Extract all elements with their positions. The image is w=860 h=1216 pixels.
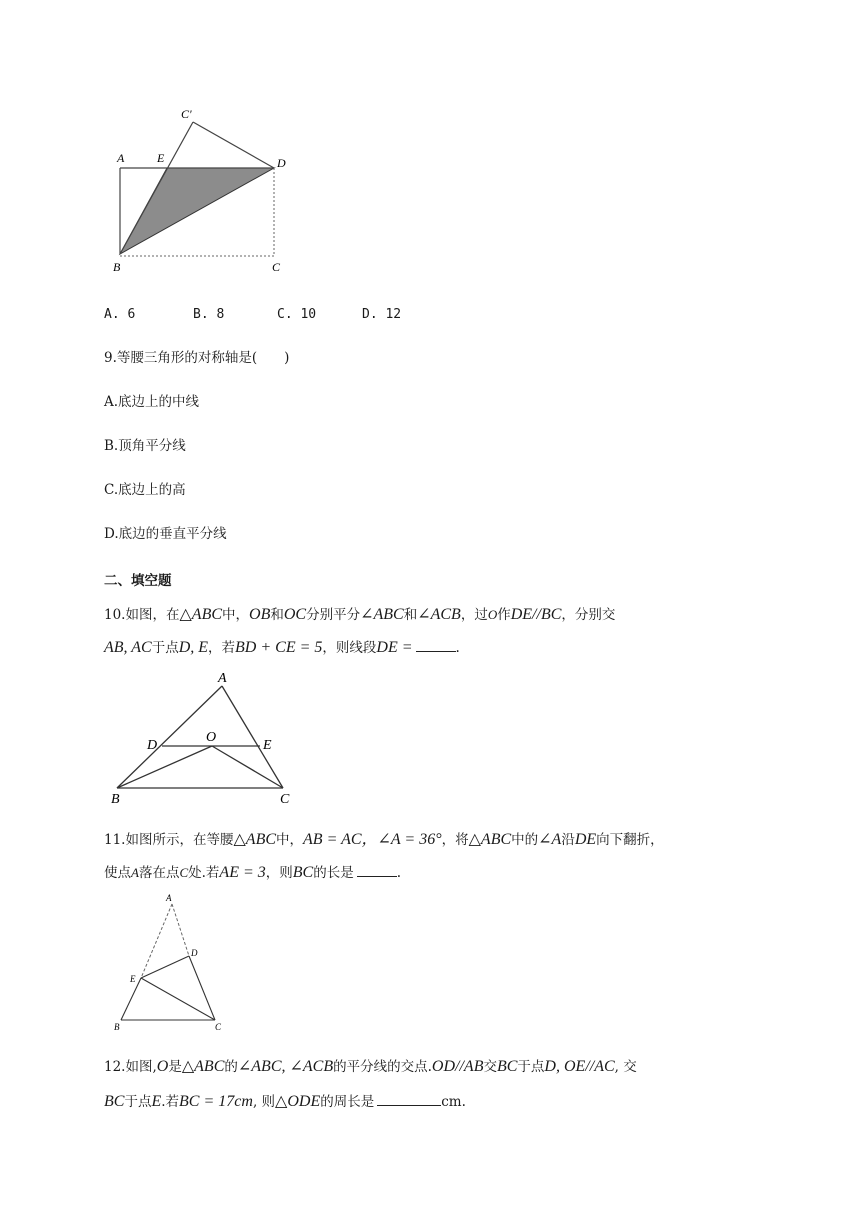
q10-t4: 分别平分: [306, 607, 361, 623]
q10-t9: 于点: [151, 640, 179, 656]
q12-t6: 于点: [517, 1059, 545, 1075]
q10-ob: OB: [249, 606, 271, 623]
fold-rectangle-figure: [100, 100, 310, 280]
q12-d-oe-parallel-ac: D, OE//AC: [544, 1058, 615, 1075]
q12-l2a: 于点: [124, 1094, 152, 1110]
option-c[interactable]: C. 10: [277, 307, 317, 322]
q12-o: O: [156, 1058, 169, 1075]
q10-de-parallel-bc: DE//BC: [510, 606, 562, 623]
label-e: E: [157, 151, 165, 165]
q9-option-a[interactable]: A.底边上的中线: [104, 394, 200, 410]
label-a: A: [117, 151, 125, 165]
label-o: O: [206, 730, 217, 745]
q10-end: .: [455, 640, 460, 656]
q11-l2d: ，则: [265, 865, 293, 881]
q12-t4: 的平分线的交点.: [333, 1059, 432, 1075]
q11-t3: ，将: [441, 832, 469, 848]
q11-abc: △ABC: [233, 831, 277, 848]
q12-l2b: .若: [161, 1094, 180, 1110]
q10-oc: OC: [283, 606, 307, 623]
label-c: C: [215, 1022, 222, 1032]
dashed-ae: [141, 904, 172, 978]
q11-l2a: 使点: [104, 865, 131, 881]
q12-unit: cm.: [441, 1094, 466, 1110]
q10-line1: [104, 605, 615, 625]
q11-de: DE: [574, 831, 597, 848]
q10-t7: 作: [497, 607, 511, 623]
q9-option-d[interactable]: D.底边的垂直平分线: [104, 526, 227, 542]
q9-option-b[interactable]: B.顶角平分线: [104, 438, 186, 454]
q10-num: 10.: [104, 607, 126, 623]
label-e: E: [263, 738, 272, 753]
q10-t5: 和: [403, 607, 418, 623]
folded-triangle-figure: [105, 890, 235, 1035]
label-e: E: [130, 974, 136, 984]
segment-c1d: [193, 122, 274, 168]
label-b: B: [111, 792, 120, 807]
q10-answer-blank[interactable]: [416, 637, 456, 652]
q12-bc-17: BC = 17cm: [179, 1093, 253, 1110]
q11-c: C: [179, 865, 189, 880]
label-a: A: [166, 893, 172, 903]
q12-l2-bc: BC: [104, 1093, 125, 1110]
q12-t2: 是: [168, 1059, 182, 1075]
q11-bc: BC: [292, 864, 314, 881]
segment-oc: [212, 746, 283, 788]
q12-t1: 如图,: [125, 1059, 157, 1075]
label-b: B: [114, 1022, 120, 1032]
q10-d-e: D, E: [178, 639, 209, 656]
section-title: 二、填空题: [104, 573, 172, 589]
q11-line1: [104, 830, 664, 850]
segment-ed: [141, 956, 189, 978]
option-b[interactable]: B. 8: [193, 307, 225, 322]
segment-ec: [141, 978, 215, 1020]
label-a: A: [218, 671, 227, 686]
q10-ask: DE =: [376, 639, 413, 656]
q10-t11: ，则线段: [322, 640, 377, 656]
label-c1: C': [181, 107, 192, 121]
q10-t3: 和: [270, 607, 284, 623]
q11-l2b: 落在点: [138, 865, 180, 881]
label-c: C: [280, 792, 290, 807]
q9-option-c[interactable]: C.底边上的高: [104, 482, 186, 498]
q11-abc2: △ABC: [468, 831, 512, 848]
q12-abc: △ABC: [181, 1058, 225, 1075]
q12-l2c: , 则: [252, 1094, 276, 1110]
q12-t5: 交: [483, 1059, 497, 1075]
segment-ob: [117, 746, 212, 788]
q11-l2e: 的长是: [313, 865, 354, 881]
q10-o: O: [487, 607, 498, 622]
q11-a: A: [131, 865, 139, 880]
q12-ode: △ODE: [275, 1093, 321, 1110]
q12-line1: [104, 1057, 637, 1077]
q11-t4: 中的: [511, 832, 539, 848]
q10-line2: [104, 637, 460, 658]
dashed-ad: [172, 904, 189, 956]
label-d: D: [191, 948, 198, 958]
q11-t6: 向下翻折，: [596, 832, 664, 848]
q11-ae: AE = 3: [219, 864, 266, 881]
q11-angle-a: ∠A: [538, 831, 562, 848]
q9-stem: 9.等腰三角形的对称轴是( ): [104, 350, 290, 366]
q12-e: E: [151, 1093, 162, 1110]
q12-t3: 的: [224, 1059, 238, 1075]
q11-num: 11.: [104, 832, 126, 848]
q10-t8: ，分别交: [561, 607, 616, 623]
q10-t6: ，过: [460, 607, 488, 623]
segment-ac: [222, 686, 283, 788]
option-a[interactable]: A. 6: [104, 307, 136, 322]
q11-l2c: 处.若: [188, 865, 220, 881]
q10-abc: △ABC: [179, 606, 223, 623]
option-d[interactable]: D. 12: [362, 307, 402, 322]
q11-t2: 中，: [276, 832, 304, 848]
q11-t1: 如图所示，在等腰: [125, 832, 234, 848]
label-c: C: [272, 260, 281, 274]
triangle-de-figure: [100, 668, 310, 808]
q12-l2d: 的周长是: [320, 1094, 375, 1110]
q12-angles: ∠ABC, ∠ACB: [237, 1058, 334, 1075]
q11-line2: [104, 862, 401, 883]
q11-t5: 沿: [561, 832, 575, 848]
q10-t1: 如图，在: [125, 607, 180, 623]
q10-condition: BD + CE = 5: [235, 639, 323, 656]
q12-bc: BC: [496, 1058, 518, 1075]
q10-ab-ac: AB, AC: [104, 639, 152, 656]
label-b: B: [113, 260, 121, 274]
q10-t10: ，若: [208, 640, 236, 656]
q11-answer-blank[interactable]: [357, 862, 397, 877]
q10-t2: 中，: [222, 607, 250, 623]
q12-line2: [104, 1091, 466, 1112]
q11-condition: AB = AC，∠A = 36°: [303, 831, 442, 848]
q12-num: 12.: [104, 1059, 126, 1075]
segment-dc: [189, 956, 215, 1020]
q10-angle-abc: ∠ABC: [360, 606, 404, 623]
label-d: D: [147, 738, 158, 753]
q12-od-parallel-ab: OD//AB: [431, 1058, 484, 1075]
q10-angle-acb: ∠ACB: [417, 606, 461, 623]
q12-answer-blank[interactable]: [377, 1091, 441, 1106]
label-d: D: [277, 156, 286, 170]
q11-end: .: [396, 865, 402, 881]
segment-eb: [121, 978, 141, 1020]
q12-t7: , 交: [614, 1059, 637, 1075]
